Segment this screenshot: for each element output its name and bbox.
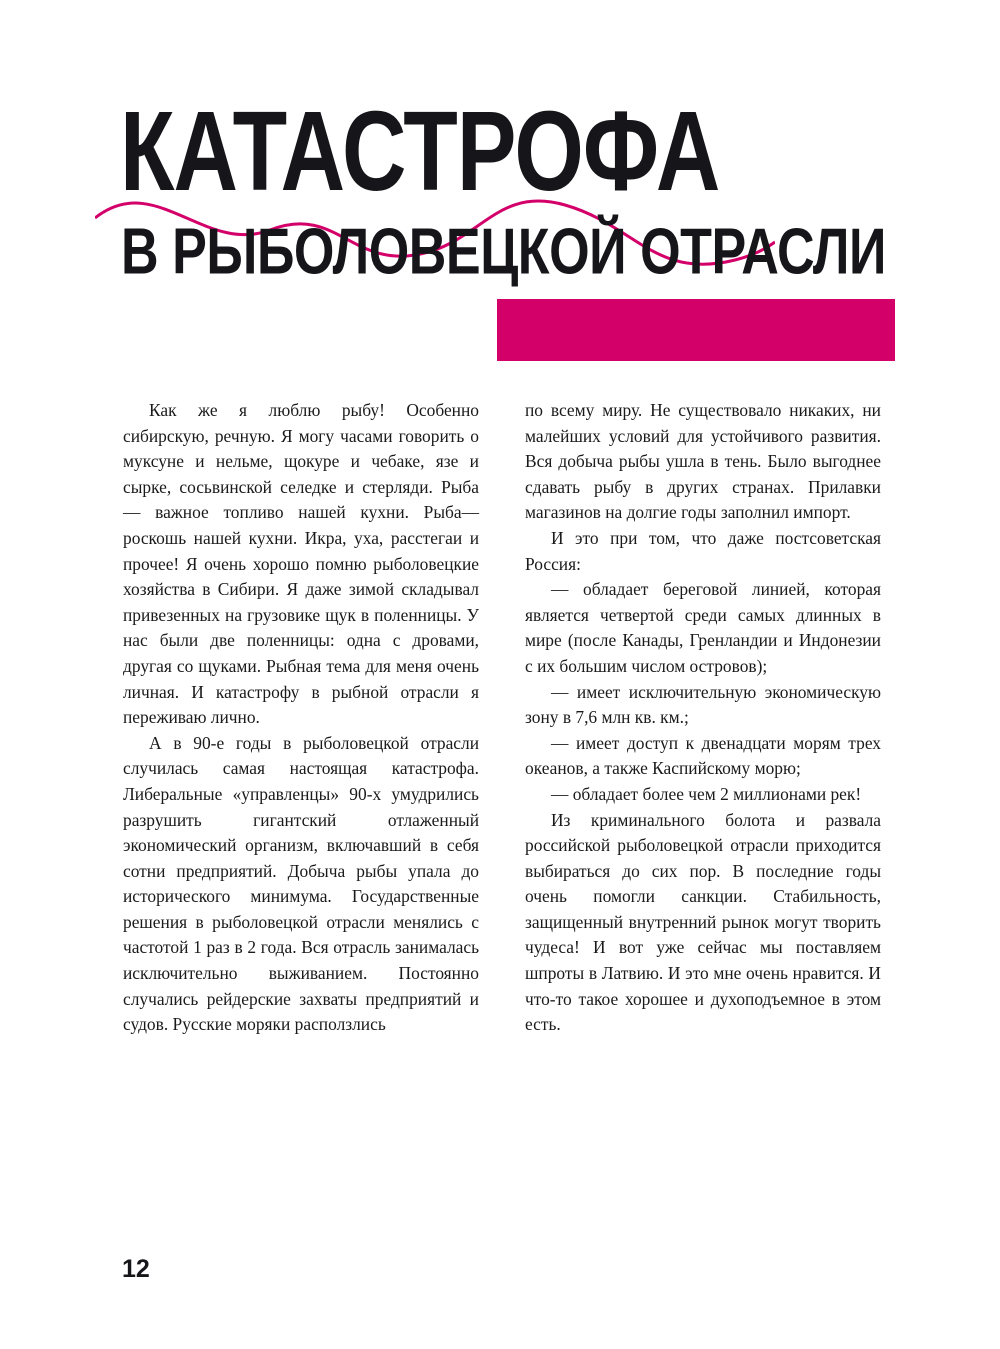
list-item: — имеет доступ к двенадцати морям трех океанов, а также Каспийскому морю; [525, 732, 881, 779]
column-left [123, 398, 479, 1038]
paragraph: А в 90-е годы в рыболовецкой отрасли случилась самая настоящая катастрофа. Либеральные «управленцы» 90-х умудрились разрушить гигантский отлаженный экономический организм, включавший в себя сотни предприятий. Добыча рыбы упала до исторического минимума. Государственные решения в рыболовецкой отрасли менялись с частотой 1 раз в 2 года. Вся отрасль занималась исключительно выживанием. Постоянно случались рейдерские захваты предприятий и судов. Русские моряки расползлись [123, 732, 479, 1035]
column-right [525, 398, 881, 1038]
paragraph: Из криминального болота и развала российской рыболовецкой отрасли приходится выбираться до сих пор. В последние годы очень помогли санкции. Стабильность, защищенный внутренний рынок могут творить чудеса! И вот уже сейчас мы поставляем шпроты в Латвию. И это мне очень нравится. И что-то такое хорошее и духоподъемное в этом есть. [525, 809, 881, 1035]
page-title: КАТАСТРОФА [120, 88, 720, 215]
list-item: — обладает более чем 2 миллионами рек! [551, 783, 862, 804]
list-item: — имеет исключительную экономическую зону в 7,6 млн кв. км.; [525, 681, 881, 728]
list-item: — обладает береговой линией, которая является четвертой среди самых длинных в мире (после Канады, Гренландии и Индонезии с их большим числом островов); [525, 579, 881, 676]
body-columns [123, 398, 881, 1038]
accent-bar [497, 299, 895, 361]
paragraph: по всему миру. Не существовало никаких, ни малейших условий для устойчивого развития. Вся добыча рыбы ушла в тень. Было выгоднее сдавать рыбу в других странах. Прилавки магазинов на долгие годы заполнил импорт. [525, 400, 881, 523]
page-subtitle: В РЫБОЛОВЕЦКОЙ ОТРАСЛИ [121, 214, 886, 288]
title-block [0, 70, 1000, 290]
page-number: 12 [122, 1255, 150, 1283]
paragraph: Как же я люблю рыбу! Особенно сибирскую, речную. Я могу часами говорить о муксуне и нельме, щокуре и чебаке, язе и сырке, сосьвинской селедке и стерляди. Рыба — важное топливо нашей кухни. Рыба— роскошь нашей кухни. Икра, уха, расстегаи и прочее! Я очень хорошо помню рыболовецкие хозяйства в Сибири. Я даже зимой складывал привезенных на грузовике щук в поленницы. У нас были две поленницы: одна с дровами, другая со щуками. Рыбная тема для меня очень личная. И катастрофу в рыбной отрасли я переживаю лично. [123, 400, 479, 728]
paragraph: И это при том, что даже постсоветская Россия: [525, 527, 881, 574]
